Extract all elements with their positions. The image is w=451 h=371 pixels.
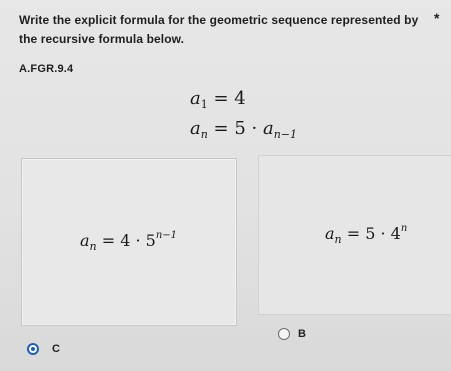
- option-c-label[interactable]: C: [52, 343, 60, 355]
- formula-eq: = 5 · 4: [341, 224, 401, 243]
- given-var: a: [190, 88, 201, 109]
- formula-exponent: n−1: [155, 230, 178, 241]
- formula-sub: n: [89, 240, 97, 253]
- formula-var: a: [80, 231, 90, 250]
- given-initial-term: [190, 88, 246, 109]
- given-sub2: n−1: [273, 128, 298, 141]
- option-b-radio[interactable]: [278, 328, 290, 340]
- given-var: a: [190, 118, 201, 139]
- given-eq: = 4: [207, 88, 246, 109]
- formula-eq: = 4 · 5: [96, 231, 156, 250]
- required-marker: *: [434, 10, 440, 26]
- standard-code: A.FGR.9.4: [19, 63, 74, 75]
- option-c-card[interactable]: [21, 158, 237, 326]
- formula-var: a: [325, 224, 335, 243]
- formula-sub: n: [334, 233, 342, 246]
- question-prompt: Write the explicit formula for the geometric sequence represented by the recursive formula below.: [19, 13, 419, 46]
- option-b-card[interactable]: [258, 155, 451, 315]
- option-c-radio[interactable]: [27, 343, 39, 355]
- given-recursive-rule: [190, 118, 297, 139]
- given-sub: 1: [200, 98, 208, 111]
- formula-exponent: n: [400, 223, 408, 234]
- option-b-label[interactable]: B: [298, 328, 306, 340]
- option-b-formula: [325, 223, 408, 246]
- option-c-formula: [80, 230, 178, 253]
- given-eq: = 5 ·: [207, 118, 263, 139]
- radio-selected-dot: [31, 347, 35, 351]
- given-sub: n: [200, 128, 208, 141]
- given-var2: a: [262, 118, 274, 139]
